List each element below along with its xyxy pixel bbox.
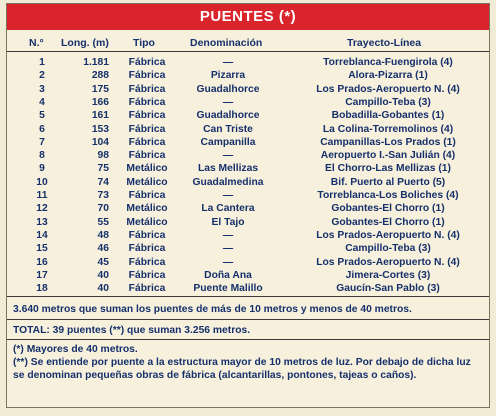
bridge-type: Fábrica: [128, 150, 166, 162]
bridge-route: Gobantes-El Chorro (1): [331, 216, 445, 228]
bridge-length: 161: [91, 110, 109, 122]
bridge-number: 3: [39, 83, 45, 95]
bridge-route: Los Prados-Aeropuerto N. (4): [316, 229, 460, 241]
bridge-name: —: [222, 243, 234, 255]
bridge-name: —: [222, 229, 234, 241]
bridge-length: 75: [97, 163, 109, 175]
bridge-number: 9: [39, 163, 45, 175]
table-row: [7, 203, 489, 217]
bridge-type: Metálico: [126, 163, 168, 175]
bridge-name: Can Triste: [203, 123, 253, 135]
bridge-length: 98: [97, 150, 109, 162]
bridge-route: Campillo-Teba (3): [345, 243, 431, 255]
header-type: Tipo: [133, 37, 155, 49]
bridge-name: —: [222, 256, 234, 268]
bridge-route: Los Prados-Aeropuerto N. (4): [316, 256, 460, 268]
bridge-type: Fábrica: [128, 70, 166, 82]
bridge-type: Metálico: [126, 216, 168, 228]
notes-divider: [7, 339, 489, 340]
bridge-route: Torreblanca-Los Boliches (4): [317, 190, 459, 201]
bridge-name: —: [222, 150, 234, 162]
bridge-length: 175: [91, 83, 109, 95]
table-row: [7, 84, 489, 98]
summary-text: 3.640 metros que suman los puentes de más de 10 metros y menos de 40 metros.: [13, 304, 412, 315]
bridge-name: Guadalhorce: [196, 83, 260, 95]
bridge-length: 166: [91, 96, 109, 108]
bridge-length: 70: [97, 203, 109, 215]
bridge-number: 17: [36, 269, 48, 281]
bridge-name: —: [222, 96, 234, 108]
bridge-type: Fábrica: [128, 283, 166, 295]
bridge-route: Jimera-Cortes (3): [345, 269, 431, 281]
bridge-length: 48: [97, 229, 109, 241]
bridge-length: 73: [97, 190, 109, 201]
bridge-length: 45: [97, 256, 109, 268]
bridge-route: El Chorro-Las Mellizas (1): [325, 163, 451, 175]
bridge-length: 104: [91, 136, 109, 148]
bridge-route: Bobadilla-Gobantes (1): [331, 110, 445, 122]
bridge-number: 13: [36, 216, 48, 228]
table-row: [7, 283, 489, 297]
bridge-number: 10: [36, 176, 48, 188]
bridge-type: Fábrica: [128, 123, 166, 135]
bridge-number: 6: [39, 123, 45, 135]
bridge-name: —: [222, 190, 234, 201]
table-row: [7, 230, 489, 244]
bridge-type: Fábrica: [128, 83, 166, 95]
table-row: [7, 70, 489, 84]
header-n: N.°: [29, 37, 44, 49]
table-row: [7, 124, 489, 138]
bridge-number: 1: [39, 57, 45, 68]
header-name: Denominación: [190, 37, 263, 49]
total-text: TOTAL: 39 puentes (**) que suman 3.256 metros.: [13, 325, 251, 336]
bridge-route: Campillo-Teba (3): [345, 96, 431, 108]
table-row: [7, 163, 489, 177]
bridge-name: —: [222, 57, 234, 68]
bridge-route: Aeropuerto I.-San Julián (4): [320, 150, 456, 162]
bridge-number: 4: [39, 96, 45, 108]
bridge-number: 16: [36, 256, 48, 268]
footnote-1: (*) Mayores de 40 metros.: [13, 344, 138, 355]
bridge-route: Alora-Pizarra (1): [348, 70, 428, 82]
bridge-number: 8: [39, 150, 45, 162]
bridge-name: Guadalhorce: [196, 110, 260, 122]
header-length: Long. (m): [61, 37, 109, 49]
bridge-number: 11: [36, 190, 48, 201]
bridge-route: Campanillas-Los Prados (1): [320, 136, 456, 148]
bridge-number: 14: [36, 229, 48, 241]
bridge-name: El Tajo: [211, 216, 245, 228]
bridge-type: Fábrica: [128, 57, 166, 68]
bridge-number: 18: [36, 283, 48, 295]
table-row: [7, 190, 489, 204]
bridge-length: 46: [97, 243, 109, 255]
table-row: [7, 243, 489, 257]
footnote-2: (**) Se entiende por puente a la estructura mayor de 10 metros de luz. Por debajo de dicha luz se denominan pequeñas obras de fábrica (alcantarillas, pontones, tajeas o caños).: [13, 357, 471, 381]
bridge-number: 7: [39, 136, 45, 148]
bridge-type: Fábrica: [128, 229, 166, 241]
table-title: PUENTES (*): [7, 4, 489, 30]
bridge-name: Pizarra: [210, 70, 246, 82]
bridge-length: 153: [91, 123, 109, 135]
bridge-route: Bif. Puerto al Puerto (5): [330, 176, 446, 188]
table-row: [7, 177, 489, 191]
table-row: [7, 270, 489, 284]
bridge-type: Fábrica: [128, 136, 166, 148]
bridge-route: La Colina-Torremolinos (4): [322, 123, 454, 135]
total-divider: [7, 319, 489, 320]
bridge-route: Gobantes-El Chorro (1): [331, 203, 445, 215]
bridge-number: 5: [39, 110, 45, 122]
bridge-name: Campanilla: [200, 136, 256, 148]
bridge-number: 2: [39, 70, 45, 82]
table-row: [7, 57, 489, 71]
bridge-name: La Cantera: [201, 203, 255, 215]
bridge-name: Doña Ana: [204, 269, 252, 281]
bridge-length: 74: [97, 176, 109, 188]
bridge-length: 40: [97, 269, 109, 281]
bridge-type: Fábrica: [128, 243, 166, 255]
bridge-type: Fábrica: [128, 269, 166, 281]
bridge-length: 1.181: [83, 57, 109, 68]
summary-divider: [7, 296, 489, 297]
table-row: [7, 97, 489, 111]
table-row: [7, 110, 489, 124]
bridge-type: Fábrica: [128, 96, 166, 108]
bridge-name: Puente Malillo: [193, 283, 263, 295]
bridge-number: 12: [36, 203, 48, 215]
header-route: Trayecto-Línea: [347, 37, 422, 49]
bridge-type: Fábrica: [128, 190, 166, 201]
bridge-name: Guadalmedina: [192, 176, 264, 188]
table-row: [7, 150, 489, 164]
bridges-table-frame: [6, 3, 490, 408]
table-row: [7, 257, 489, 271]
table-row: [7, 217, 489, 231]
bridge-length: 40: [97, 283, 109, 295]
bridge-number: 15: [36, 243, 48, 255]
bridge-length: 55: [97, 216, 109, 228]
header-divider: [7, 51, 489, 52]
bridge-type: Fábrica: [128, 256, 166, 268]
table-row: [7, 137, 489, 151]
bridge-route: Los Prados-Aeropuerto N. (4): [316, 83, 460, 95]
bridge-length: 288: [91, 70, 109, 82]
bridge-type: Metálico: [126, 176, 168, 188]
bridge-type: Metálico: [126, 203, 168, 215]
bridge-type: Fábrica: [128, 110, 166, 122]
bridge-route: Torreblanca-Fuengirola (4): [323, 57, 453, 68]
bridge-name: Las Mellizas: [197, 163, 259, 175]
bridge-route: Gaucín-San Pablo (3): [336, 283, 440, 295]
